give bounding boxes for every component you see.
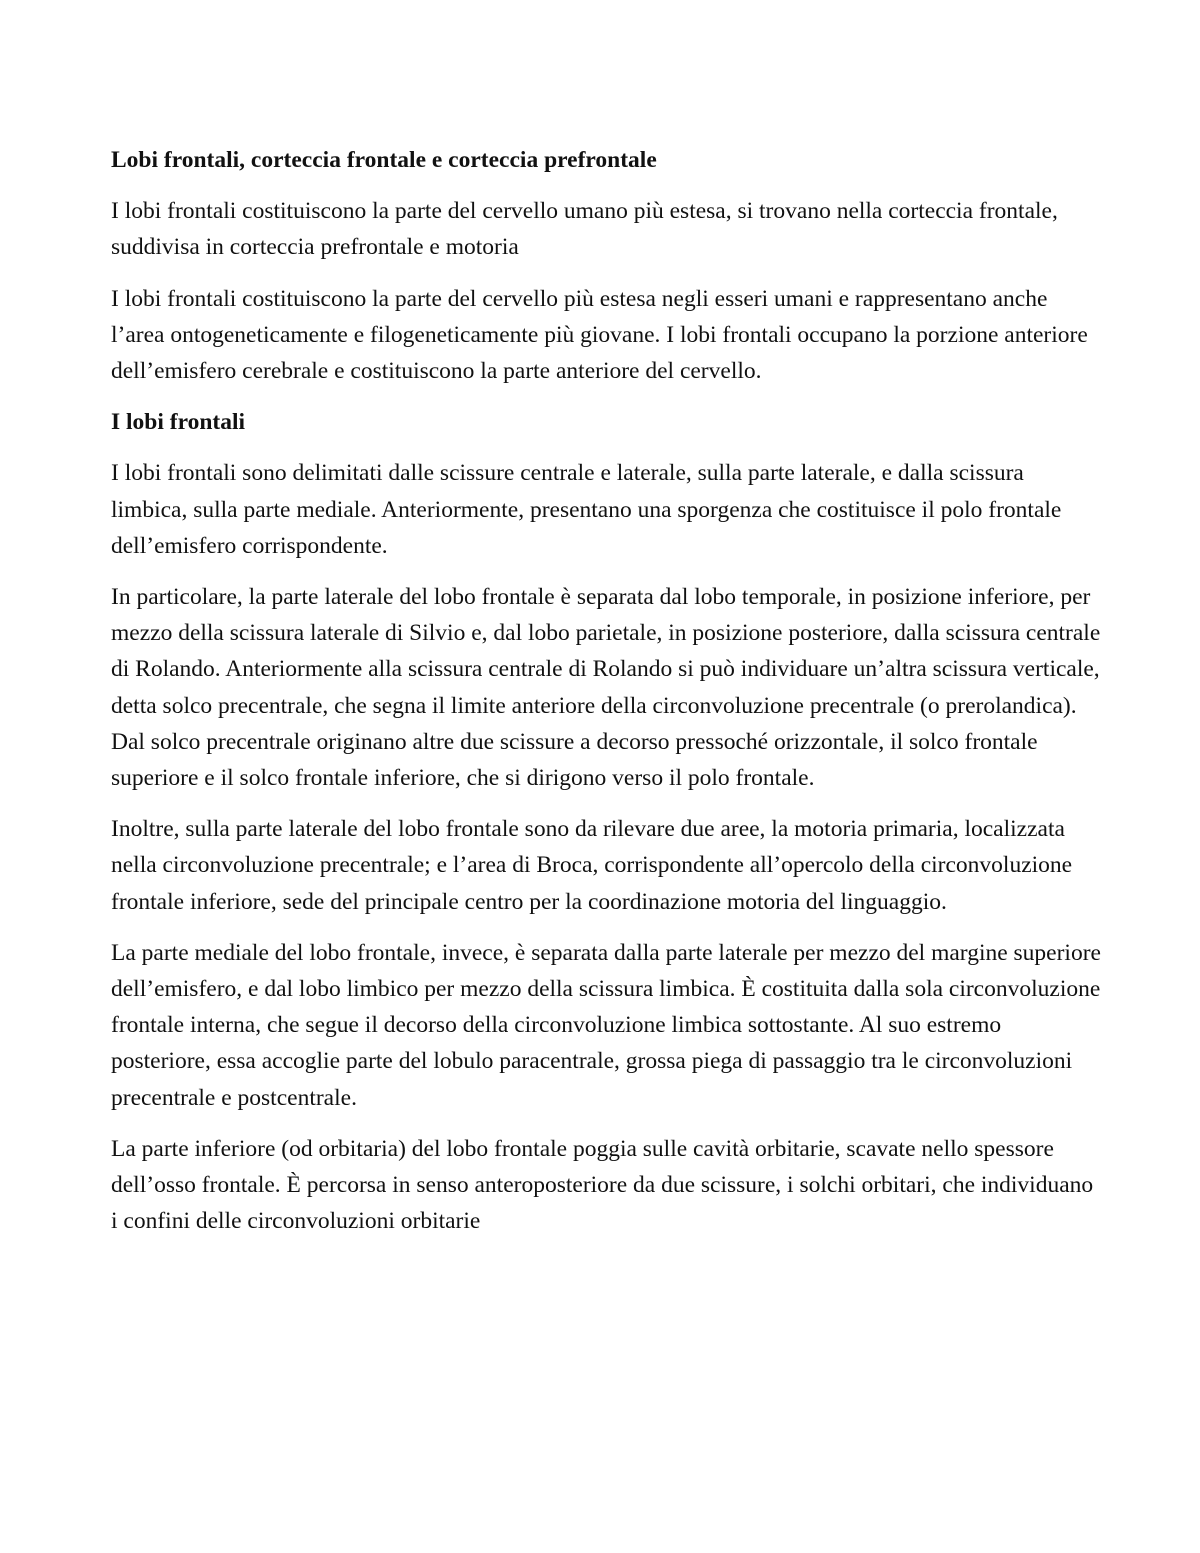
document-title: Lobi frontali, corteccia frontale e corteccia prefrontale: [111, 147, 657, 173]
paragraph-section-3: Inoltre, sulla parte laterale del lobo frontale sono da rilevare due aree, la motoria primaria, localizzata nella circonvoluzione precentrale; e l’area di Broca, corrispondente all’opercolo della circonvoluzione frontale inferiore, sede del principale centro per la coordinazione motoria del linguaggio.: [111, 816, 1073, 915]
paragraph-intro-1: I lobi frontali costituiscono la parte del cervello umano più estesa, si trovano nella corteccia frontale, suddivisa in corteccia prefrontale e motoria: [111, 198, 1058, 261]
paragraph-section-5: La parte inferiore (od orbitaria) del lobo frontale poggia sulle cavità orbitarie, scavate nello spessore dell’osso frontale. È percorsa in senso anteroposteriore da due scissure, i solchi orbitari, che individuano i confini delle circonvoluzioni orbitarie: [111, 1135, 1094, 1235]
paragraph-section-4: La parte mediale del lobo frontale, invece, è separata dalla parte laterale per mezzo del margine superiore dell’emisfero, e dal lobo limbico per mezzo della scissura limbica. È costituita dalla sola circonvoluzione frontale interna, che segue il decorso della circonvoluzione limbica sottostante. Al suo estremo posteriore, essa accoglie parte del lobulo paracentrale, grossa piega di passaggio tra le circonvoluzioni precentrale e postcentrale.: [111, 939, 1101, 1111]
section-heading: I lobi frontali: [111, 409, 246, 436]
document-page: [111, 142, 1101, 1254]
paragraph-intro-2: I lobi frontali costituiscono la parte del cervello più estesa negli esseri umani e rappresentano anche l’area ontogeneticamente e filogeneticamente più giovane. I lobi frontali occupano la porzione anteriore dell’emisfero cerebrale e costituiscono la parte anteriore del cervello.: [111, 285, 1088, 385]
paragraph-section-1: I lobi frontali sono delimitati dalle scissure centrale e laterale, sulla parte laterale, e dalla scissura limbica, sulla parte mediale. Anteriormente, presentano una sporgenza che costituisce il polo frontale dell’emisfero corrispondente.: [111, 460, 1062, 559]
paragraph-section-2: In particolare, la parte laterale del lobo frontale è separata dal lobo temporale, in posizione inferiore, per mezzo della scissura laterale di Silvio e, dal lobo parietale, in posizione posteriore, dalla scissura centrale di Rolando. Anteriormente alla scissura centrale di Rolando si può individuare un’altra scissura verticale, detta solco precentrale, che segna il limite anteriore della circonvoluzione precentrale (o prerolandica). Dal solco precentrale originano altre due scissure a decorso pressoché orizzontale, il solco frontale superiore e il solco frontale inferiore, che si dirigono verso il polo frontale.: [111, 584, 1101, 792]
